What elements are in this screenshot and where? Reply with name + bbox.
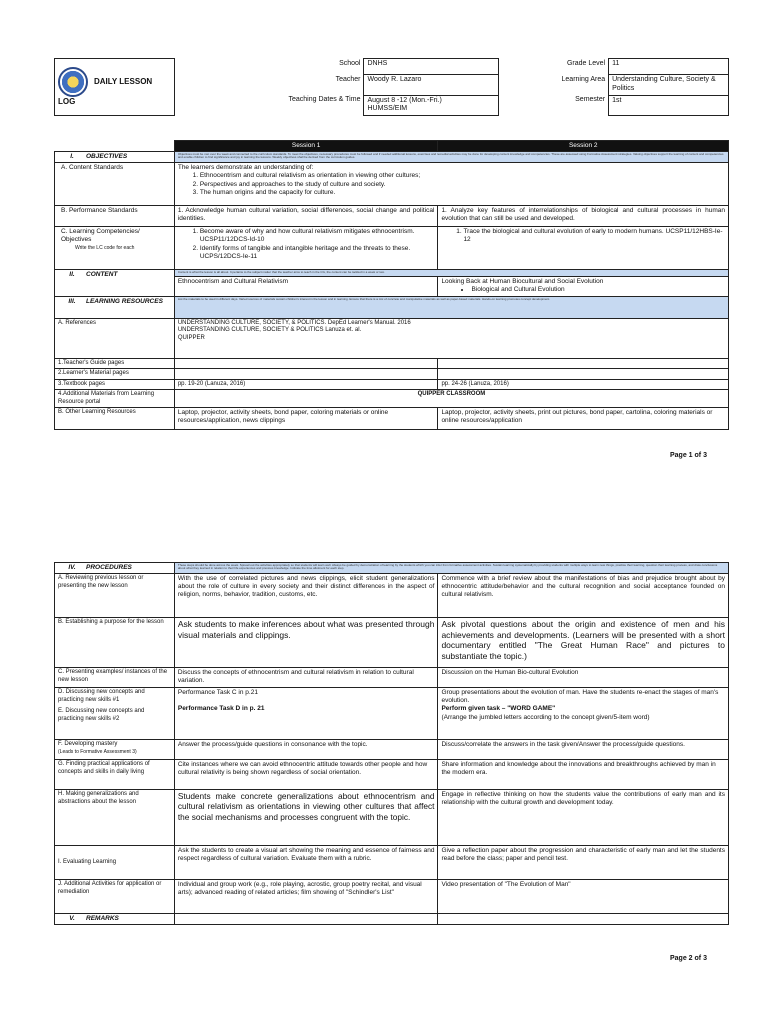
teachers-guide-label: 1.Teacher's Guide pages [55,358,175,369]
list-item: 2. Identify forms of tangible and intangible heritage and the threats to these. UCPS/12DCS-Ie-11 [200,245,435,261]
reference-line: UNDERSTANDING CULTURE, SOCIETY, & POLITICS. DepEd Learner's Manual. 2016 [177,319,411,326]
proc-de-s1 [174,688,438,740]
textbook-s2: pp. 24-26 (Lanuza, 2016) [438,379,729,390]
other-resources-label: B. Other Learning Resources [55,408,175,430]
proc-j-label: J. Additional Activities for application or remediation [55,880,175,914]
remarks-heading: V. REMARKS [55,914,175,925]
word-game-text: Perform given task – "WORD GAME" [441,705,556,713]
page-number-2: Page 2 of 3 [670,955,707,962]
performance-task-c: Performance Task C in p.21 [177,689,258,697]
proc-h-s2: Engage in reflective thinking on how the students value the contributions of early man and its relationship with the cultural growth and development today. [438,790,729,846]
learners-material-label: 2.Learner's Material pages [55,369,175,380]
list-item: • Biological and Cultural Evolution [471,286,725,294]
additional-materials-label: 4.Additional Materials from Learning Resource portal [55,390,175,408]
header-logo-cell [55,59,175,116]
references-label: A. References [55,318,175,358]
proc-b-s1: Ask students to make inferences about what was presented through visual materials and clippings. [174,618,438,668]
list-item: 1. Trace the biological and cultural evolution of early to modern humans. UCSP11/12HBS-Ie-12 [463,228,725,244]
semester-label: Semester [575,96,606,103]
teacher-value: Woody R. Lazaro [364,75,499,96]
proc-de-label [55,688,175,740]
proc-a-label: A. Reviewing previous lesson or presenting the new lesson [55,574,175,618]
objectives-note: Objectives must be met over the week and connected to the curriculum standards. To meet the objectives, necessary procedures must be followed and if needed additional lessons, exercises and remedial activities may be done for developing content knowledge and competencies. These are assessed using Formative Assessment strategies. Valuing objectives support the learning of content and competencies and enable children to find significance and joy in learning the lessons. Weekly objectives shall be derived from the curriculum guides. [174,152,728,163]
list-item: 2. Perspectives and approaches to the study of culture and society. [200,181,725,189]
list-item: 1. Ethnocentrism and cultural relativism as orientation in viewing other cultures; [200,172,725,180]
performance-standards-label: B. Performance Standards [55,206,175,227]
list-item: 3. The human origins and the capacity for culture. [200,189,725,197]
page-number-1: Page 1 of 3 [670,452,707,459]
content-s1: Ethnocentrism and Cultural Relativism [174,276,438,296]
content-standards-value [174,163,728,206]
proc-h-s1: Students make concrete generalizations about ethnocentrism and cultural relativism as orientations in viewing other cultures that affect the social mechanisms and processes congruent with the topic. [174,790,438,846]
proc-h-label: H. Making generalizations and abstractions about the lesson [55,790,175,846]
proc-d-label: D. Discussing new concepts and practicing new skills #1 [58,689,145,703]
teacher-label: Teacher [335,75,361,83]
competencies-label [55,227,175,270]
performance-standards-s2: 1. Analyze key features of interrelationships of biological and cultural processes in human evolution that can still be used and developed. [438,206,729,227]
proc-c-label: C. Presenting examples/ instances of the new lesson [55,668,175,688]
references-value [174,318,728,358]
proc-b-label: B. Establishing a purpose for the lesson [55,618,175,668]
dates-value [364,95,499,116]
proc-e-label: E. Discussing new concepts and practicing new skills #2 [58,708,145,722]
lesson-log-header [54,58,729,116]
proc-a-s1: With the use of correlated pictures and news clippings, elicit student generalizations about the role of culture in every society and their distinct differences in the aspect of religion, norms, behavior, tradition, customs, etc. [174,574,438,618]
competencies-s2 [438,227,729,270]
procedures-note: These steps should be done across the week. Spread out the activities appropriately so that students will learn well. Always be guided by demonstration of learning by the students which you can infer from formative assessment activities. Sustain learning systematically by providing students with multiple ways to learn new things, practice their learning, question their learning process, and draw conclusions about what they learned in relation to their life experiences and previous knowledge. Indicate the time allotment for each step. [174,563,728,574]
procedures-table [54,562,729,925]
dates-text: August 8 -12 (Mon.-Fri.) [367,96,442,104]
proc-i-label: I. Evaluating Learning [55,846,175,880]
content-s2 [438,276,729,296]
textbook-s1: pp. 19-20 (Lanuza, 2016) [174,379,438,390]
other-resources-s1: Laptop, projector, activity sheets, bond paper, coloring materials or online resources/application, news clippings [174,408,438,430]
proc-g-s2: Share information and knowledge about the innovations and breakthroughs achieved by man in the modern era. [438,760,729,790]
competencies-sub: Write the LC code for each [75,244,135,251]
proc-c-s1: Discuss the concepts of ethnocentrism and cultural relativism in relation to cultural variation. [174,668,438,688]
learning-area-label: Learning Area [561,75,606,83]
proc-f-title: F. Developing mastery [58,741,118,748]
content-standards-list [200,172,725,196]
objectives-table [54,140,729,430]
reference-line: UNDERSTANDING CULTURE, SOCIETY & POLITICS Lanuza et. al. [177,327,362,334]
performance-task-d: Performance Task D in p. 21 [177,705,265,713]
semester-value: 1st [609,95,729,116]
list-item: 1. Become aware of why and how cultural relativism mitigates ethnocentrism. UCSP11/12DCS-Id-10 [200,228,435,244]
proc-c-s2: Discussion on the Human Bio-cultural Evolution [438,668,729,688]
document-title: DAILY LESSON LOG [58,76,153,106]
proc-b-s2: Ask pivotal questions about the origin and existence of men and his achievements and developments. (Learners will be presented with a short documentary entitled "The Great Human Race" and pictures to substantiate the topic.) [438,618,729,668]
school-label: School [339,59,361,67]
proc-g-s1: Cite instances where we can avoid ethnocentric attitude towards other people and how cultural relativity is being shown regardless of social orientation. [174,760,438,790]
session-2-header: Session 2 [438,141,729,152]
other-resources-s2: Laptop, projector, activity sheets, print out pictures, bond paper, cartolina, coloring materials or online resources/application [438,408,729,430]
content-standards-intro: The learners demonstrate an understanding of: [177,164,314,172]
grade-level-value: 11 [609,59,729,75]
proc-i-s2: Give a reflection paper about the progression and characteristic of early man and let the students read before the class; paper and pencil test. [438,846,729,880]
performance-standards-s1: 1. Acknowledge human cultural variation, social differences, social change and political identities. [174,206,438,227]
proc-g-label: G. Finding practical applications of concepts and skills in daily living [55,760,175,790]
content-note: Content is what the lesson is all about. It pertains to the subject matter that the teacher aims to teach in the CG, the content can be tackled in a week or two. [174,270,728,276]
proc-a-s2: Commence with a brief review about the manifestations of bias and prejudice brought about by ethnocentric attitude/behavior and the cultural recognition and social acceptance founded on cultural relativism. [438,574,729,618]
proc-f-label [55,740,175,760]
proc-de-s2 [438,688,729,740]
learning-area-value: Understanding Culture, Society & Politics [609,75,729,96]
objectives-heading: I. OBJECTIVES [55,152,175,163]
group-presentation-text: Group presentations about the evolution of man. Have the students re-enact the stages of man's evolution. [441,689,719,705]
competencies-s1 [174,227,438,270]
proc-j-s1: Individual and group work (e.g., role playing, acrostic, group poetry recital, and visual arts); advanced reading of related articles; film showing of "Schindler's List" [174,880,438,914]
reference-line: QUIPPER [177,334,205,341]
grade-level-label: Grade Level [566,59,606,67]
resources-note: List the materials to be used in different days. Varied sources of materials sustain children's interest in the lesson and in learning. Ensure that there is a mix of concrete and manipulative materials as well as paper-based materials. Hands-on learning promotes concept development. [174,296,728,318]
competencies-title: C. Learning Competencies/ Objectives [61,228,140,244]
procedures-heading: IV. PROCEDURES [55,563,175,574]
textbook-label: 3.Textbook pages [55,379,175,390]
deped-seal-icon [58,67,88,97]
proc-f-sub: (Leads to Formative Assessment 3) [58,748,137,755]
content-heading: II. CONTENT [55,270,175,296]
proc-f-s2: Discuss/correlate the answers in the task given/Answer the process/guide questions. [438,740,729,760]
school-value: DNHS [364,59,499,75]
resources-heading: III. LEARNING RESOURCES [55,296,175,318]
proc-f-s1: Answer the process/guide questions in consonance with the topic. [174,740,438,760]
section-text: HUMSS/EIM [367,105,408,113]
session-1-header: Session 1 [174,141,438,152]
content-standards-label: A. Content Standards [55,163,175,206]
additional-materials-value: QUIPPER CLASSROOM [174,390,728,408]
proc-i-s1: Ask the students to create a visual art showing the meaning and essence of fairness and respect regardless of cultural variation. Evaluate them with a rubric. [174,846,438,880]
word-game-instructions: (Arrange the jumbled letters according to the concept given/5-item word) [441,713,650,721]
dates-label: Teaching Dates & Time [288,96,361,103]
proc-j-s2: Video presentation of "The Evolution of Man" [438,880,729,914]
content-s2-title: Looking Back at Human Biocultural and Social Evolution [441,277,604,285]
